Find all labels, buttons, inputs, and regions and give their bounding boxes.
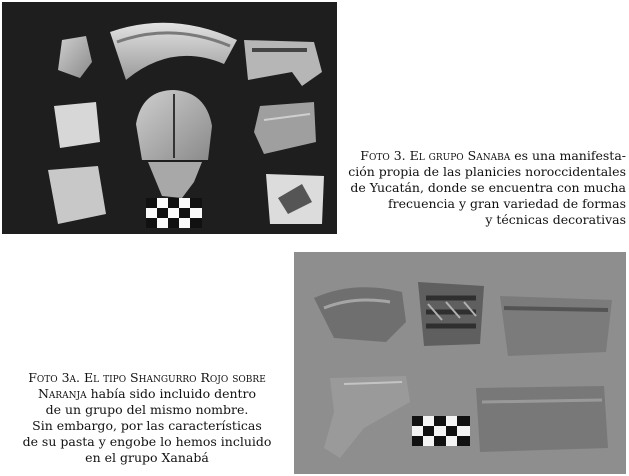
caption-foto-3 bbox=[340, 148, 626, 228]
caption1-line5: y técnicas decorativas bbox=[485, 212, 626, 227]
caption1-line3: de Yucatán, donde se encuentra con mucha bbox=[350, 180, 626, 195]
caption2-line5: de su pasta y engobe lo hemos incluido bbox=[22, 434, 272, 449]
caption2-line1: Foto 3a. El tipo Shangurro Rojo sobre bbox=[28, 370, 266, 385]
caption1-line2: ción propia de las planicies noroccidentales bbox=[348, 164, 626, 179]
caption1-line1-rest: es una manifesta- bbox=[514, 148, 626, 163]
photo-shangurro-image bbox=[294, 252, 626, 474]
sherd-c bbox=[500, 296, 612, 356]
caption2-line4: Sin embargo, por las características bbox=[32, 418, 262, 433]
caption1-line4: frecuencia y gran variedad de formas bbox=[388, 196, 626, 211]
caption2-line2-sc: Naranja bbox=[37, 386, 87, 401]
photo-sanaba-sherds bbox=[2, 2, 337, 234]
photo-shangurro-sherds bbox=[294, 252, 626, 474]
caption2-line2 bbox=[2, 386, 292, 402]
scale-bar-2 bbox=[412, 416, 470, 446]
caption2-line2-rest: había sido incluido dentro bbox=[90, 386, 257, 401]
caption2-line6: en el grupo Xanabá bbox=[85, 450, 209, 465]
scale-bar-1 bbox=[146, 198, 202, 228]
caption1-line1 bbox=[340, 148, 626, 164]
sherd-e bbox=[476, 386, 608, 452]
caption1-group-name: El grupo Sanaba bbox=[409, 148, 511, 163]
caption2-line3: de un grupo del mismo nombre. bbox=[45, 402, 249, 417]
caption-foto-3a bbox=[2, 370, 292, 466]
sherd-4 bbox=[54, 102, 100, 148]
sherd-8 bbox=[48, 166, 106, 224]
photo-sanaba-image bbox=[2, 2, 337, 234]
caption1-label: Foto 3. bbox=[360, 148, 406, 163]
